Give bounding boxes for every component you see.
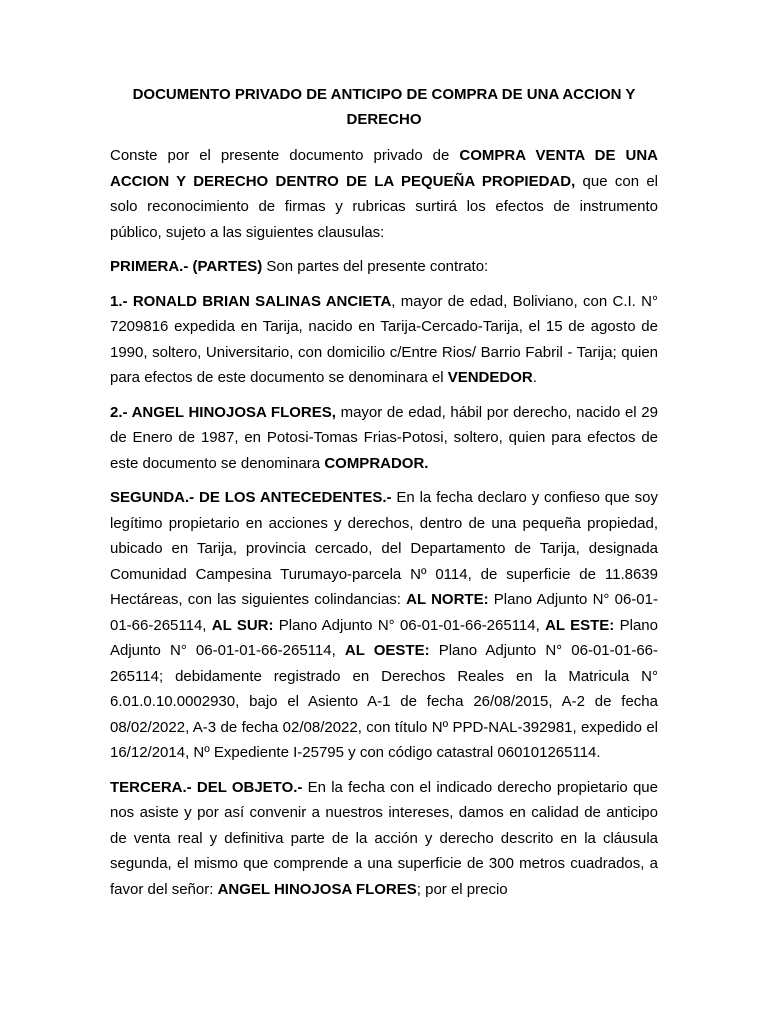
- intro-text: Conste por el presente documento privado de: [110, 147, 460, 164]
- boundary-west-label: AL OESTE:: [344, 642, 430, 659]
- boundary-south-label: AL SUR:: [211, 616, 274, 634]
- intro-text-continued: que con el solo reconocimiento de firmas y rubricas surtirá los efectos de instrumento público, sujeto a las siguientes clausulas:: [110, 172, 659, 241]
- boundary-north-label: AL NORTE:: [406, 591, 489, 608]
- boundary-south-value: Plano Adjunto N° 06-01-01-66-265114,: [273, 616, 546, 634]
- boundary-east-value: Plano Adjunto N° 06-01-01-66-265114,: [110, 616, 658, 659]
- party-2-paragraph: [110, 400, 658, 477]
- intro-paragraph: [110, 143, 658, 245]
- document-title: DOCUMENTO PRIVADO DE ANTICIPO DE COMPRA DE UNA ACCION Y DERECHO: [132, 86, 636, 128]
- clause-primera-heading: PRIMERA.- (PARTES): [110, 258, 263, 275]
- clause-segunda-registration: Plano Adjunto N° 06-01-01-66-265114; debidamente registrado en Derechos Reales en la Matricula N° 6.01.0.10.0002930, bajo el Asiento A-1 de fecha 26/08/2015, A-2 de fecha 08/02/2022, A-3 de fecha 02/08/2022, con título Nº PPD-NAL-392981, expedido el 16/12/2014, Nº Expediente I-25795 y con código catastral 060101265114.: [110, 642, 658, 761]
- document-body: [110, 143, 658, 911]
- party-1-paragraph: [110, 289, 658, 391]
- clause-primera: [110, 254, 658, 280]
- party-1-end: .: [532, 369, 537, 386]
- intro-bold-text: COMPRA VENTA DE UNA ACCION Y DERECHO DENTRO DE LA PEQUEÑA PROPIEDAD,: [110, 147, 658, 190]
- party-2-name: 2.- ANGEL HINOJOSA FLORES,: [110, 403, 336, 421]
- buyer-name: ANGEL HINOJOSA FLORES: [217, 880, 417, 898]
- clause-tercera: [110, 775, 658, 903]
- party-2-role: COMPRADOR.: [324, 454, 429, 472]
- clause-segunda-heading: SEGUNDA.- DE LOS ANTECEDENTES.-: [110, 489, 392, 506]
- boundary-east-label: AL ESTE:: [545, 616, 615, 634]
- party-1-name: 1.- RONALD BRIAN SALINAS ANCIETA: [110, 292, 392, 310]
- party-2-details: mayor de edad, hábil por derecho, nacido el 29 de Enero de 1987, en Potosi-Tomas Frias-Potosi, soltero, quien para efectos de este documento se denominara: [110, 403, 658, 472]
- clause-segunda: [110, 485, 658, 766]
- boundary-north-value: Plano Adjunto N° 06-01-01-66-265114,: [110, 591, 658, 634]
- clause-tercera-end: ; por el precio: [416, 880, 508, 898]
- party-1-details: , mayor de edad, Boliviano, con C.I. N° 7209816 expedida en Tarija, nacido en Tarija-Cercado-Tarija, el 15 de agosto de 1990, soltero, Universitario, con domicilio c/Entre Rios/ Barrio Fabril - Tarija; quien para efectos de este documento se denominara el: [110, 292, 658, 386]
- clause-segunda-text: En la fecha declaro y confieso que soy legítimo propietario en acciones y derechos, dentro de una pequeña propiedad, ubicado en Tarija, provincia cercado, del Departamento de Tarija, designada Comunidad Campesina Turumayo-parcela Nº 0114, de superficie de 11.8639 Hectáreas, con las siguientes colindancias:: [110, 489, 658, 608]
- party-1-role: VENDEDOR: [447, 369, 533, 386]
- clause-tercera-heading: TERCERA.- DEL OBJETO.-: [110, 778, 303, 796]
- clause-primera-text: Son partes del presente contrato:: [262, 258, 489, 275]
- clause-tercera-text: En la fecha con el indicado derecho propietario que nos asiste y por así convenir a nuestros intereses, damos en calidad de anticipo de venta real y definitiva parte de la acción y derecho descrito en la cláusula segunda, el mismo que comprende a una superficie de 300 metros cuadrados, a favor del señor:: [110, 778, 658, 898]
